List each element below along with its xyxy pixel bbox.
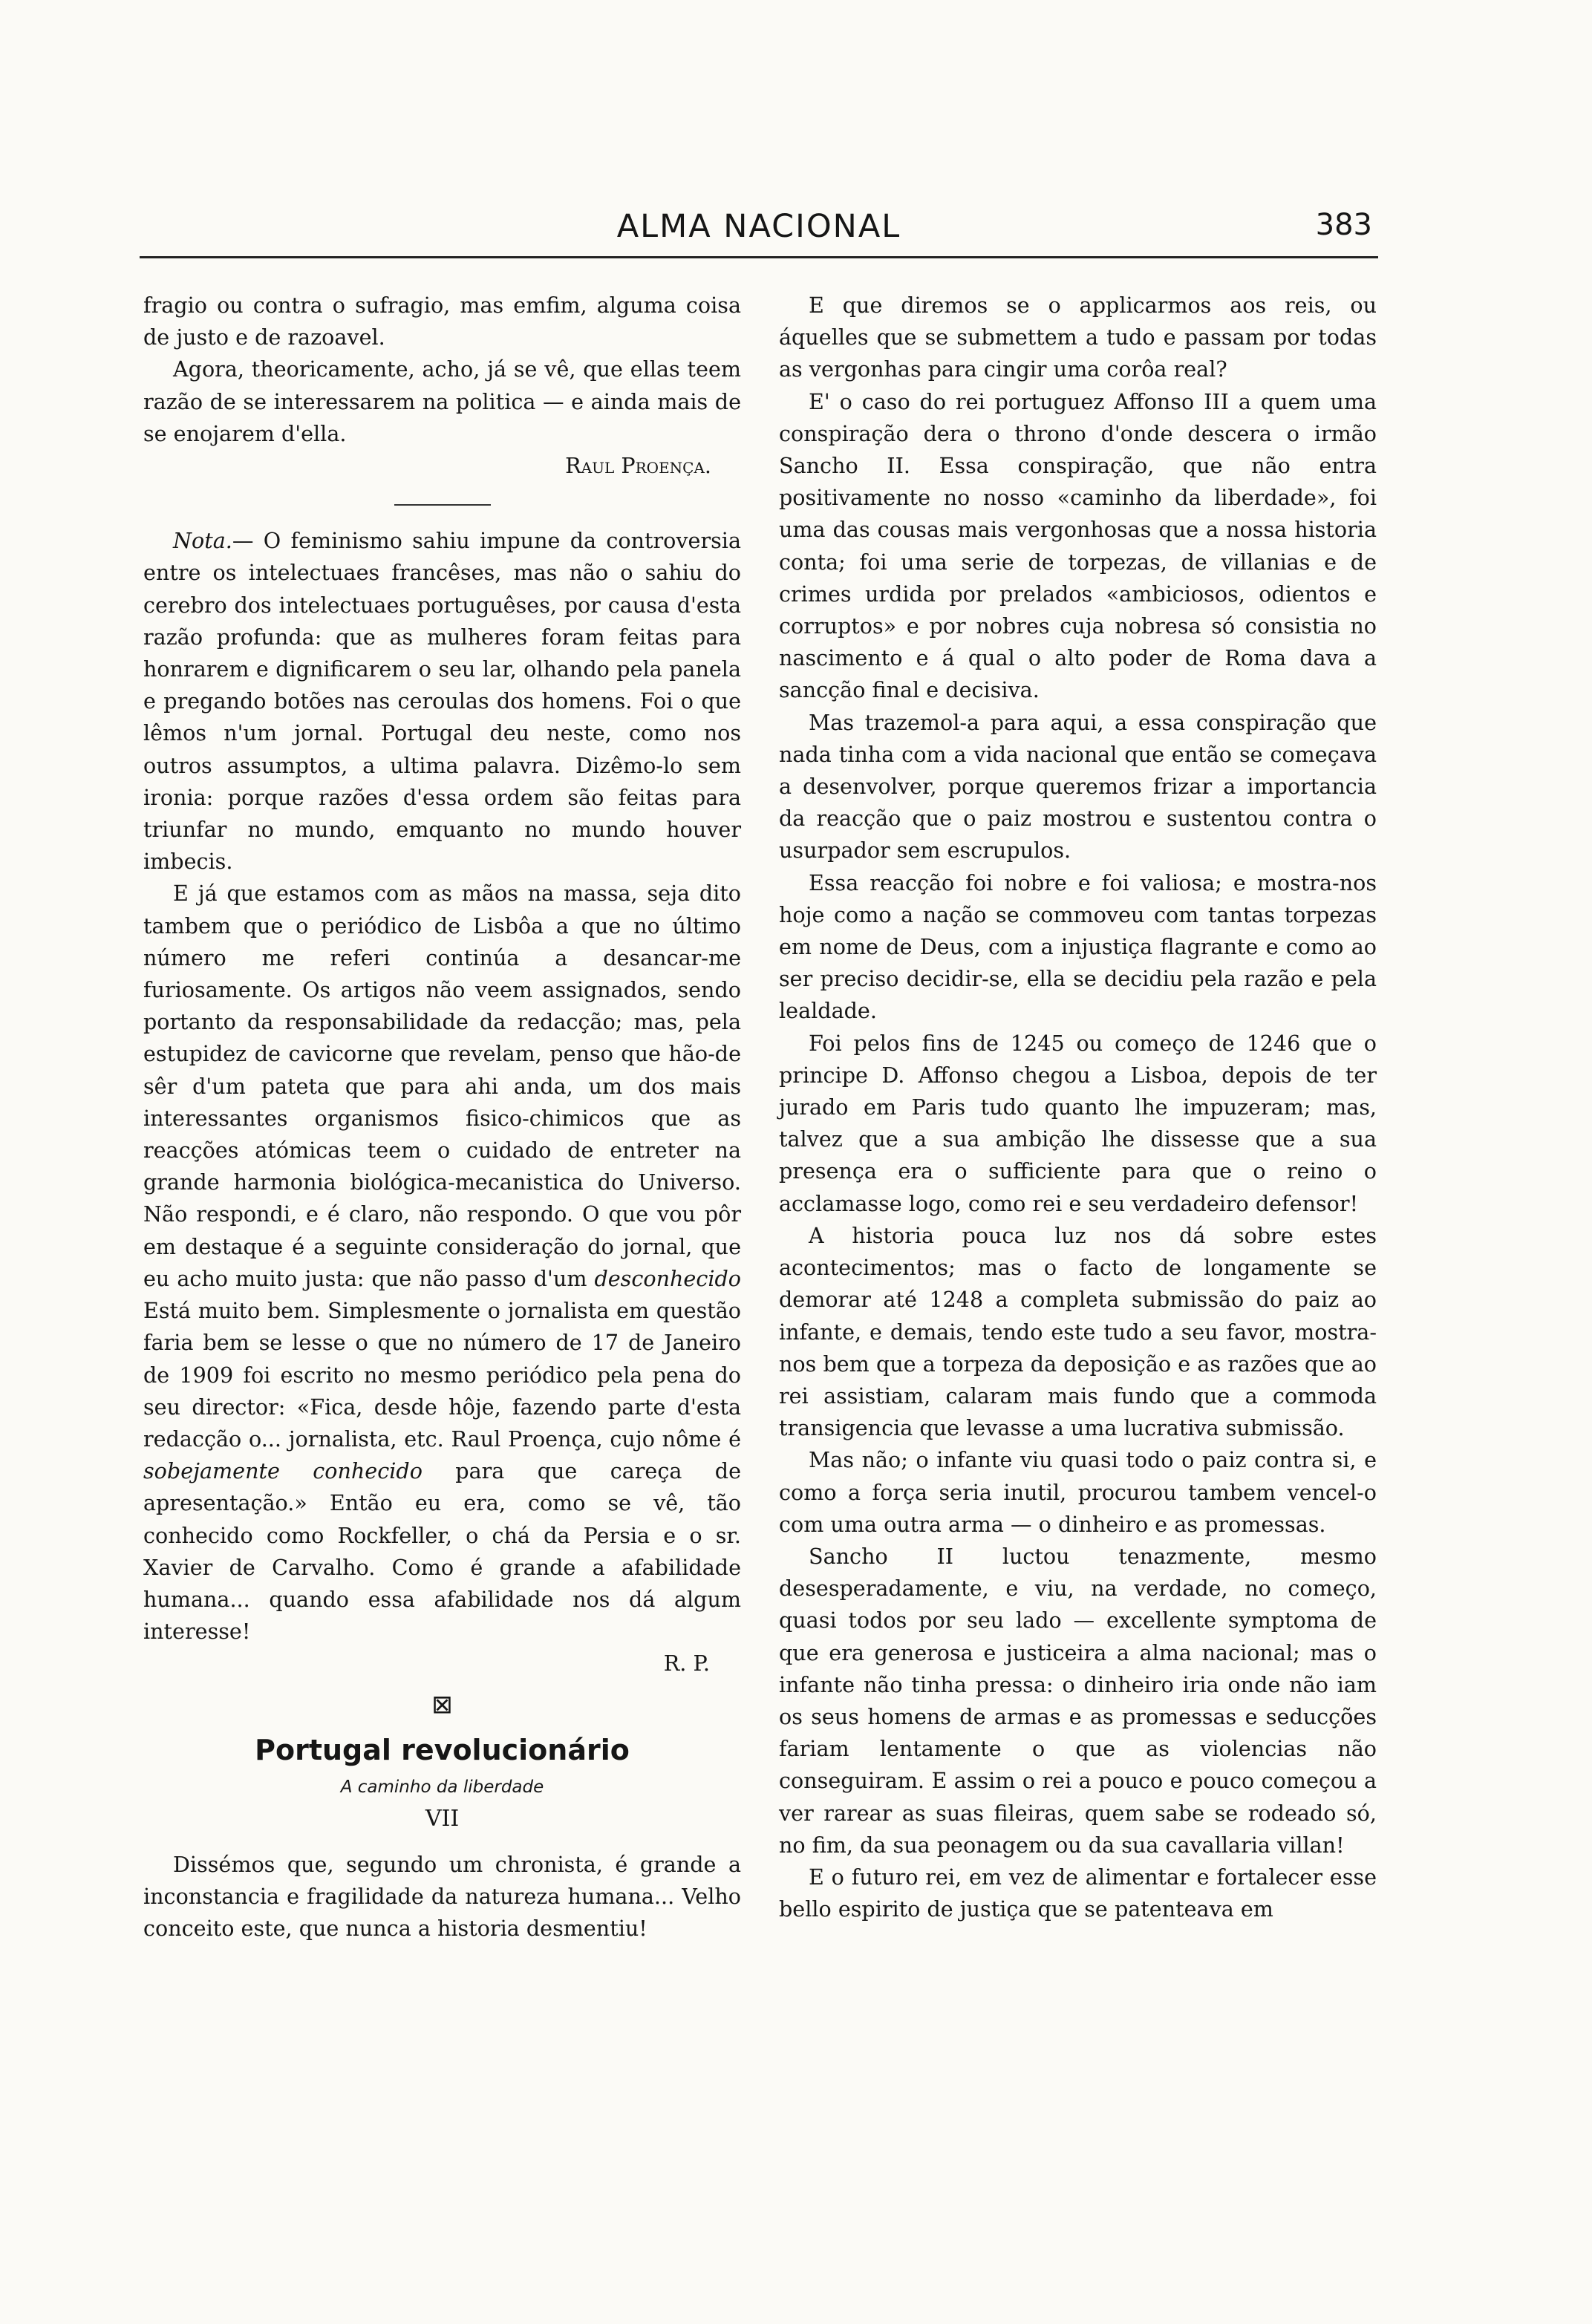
note-label: Nota. (173, 528, 232, 554)
paragraph: A historia pouca luz nos dá sobre estes acontecimentos; mas o facto de longamente se demorar até 1248 a completa submissão do paiz ao infante, e demais, tendo este tudo a seu favor, mostra-nos bem que a torpeza da deposição e as razões que ao rei assistiam, calaram mais fundo que a commoda transigencia que levasse a uma lucrativa submissão. (779, 1222, 1377, 1441)
initials-signature: R. P. (663, 1651, 710, 1677)
ornament-icon: ⊠ (431, 1689, 453, 1720)
note-paragraph (143, 525, 741, 878)
header-rule (140, 256, 1378, 258)
page-number: 383 (1315, 208, 1372, 242)
chapter-number: VII (425, 1805, 460, 1832)
paragraph: E que diremos se o applicarmos aos reis, ou áquelles que se submettem a tudo e passam por todas as vergonhas para cingir uma corôa real? (779, 293, 1377, 382)
left-column (143, 290, 741, 1945)
article-title: Portugal revolucionário (255, 1733, 630, 1766)
article-subtitle: A caminho da liberdade (340, 1777, 544, 1797)
paragraph: Foi pelos fins de 1245 ou começo de 1246 que o principe D. Affonso chegou a Lisboa, depois de ter jurado em Paris tudo quanto lhe impuzeram; mas, talvez que a sua ambição lhe dissesse que a sua presença era o sufficiente para que o reino o acclamasse logo, como rei e seu verdadeiro defensor! (779, 1030, 1377, 1216)
note-text: — O feminismo sahiu impune da controversia entre os intelectuaes francêses, mas não o sahiu do cerebro dos intelectuaes portuguêses, por causa d'esta razão profunda: que as mulheres foram feitas para honrarem e dignificarem o seu lar, olhando pela panela e pregando botões nas ceroulas dos homens. Foi o que lêmos n'um jornal. Portugal deu neste, como nos outros assumptos, a ultima palavra. Dizêmo-lo sem ironia: porque razões d'essa ordem são feitas para triunfar no mundo, emquanto no mundo houver imbecis. (143, 528, 741, 875)
paragraph: Dissémos que, segundo um chronista, é grande a inconstancia e fragilidade da natureza humana... Velho conceito este, que nunca a historia desmentiu! (143, 1851, 741, 1942)
paragraph: Essa reacção foi nobre e foi valiosa; e mostra-nos hoje como a nação se commoveu com tantas torpezas em nome de Deus, com a injustiça flagrante e como ao ser preciso decidir-se, ella se decidiu pela razão e pela lealdade. (779, 869, 1377, 1024)
journal-title: ALMA NACIONAL (616, 208, 901, 245)
paragraph: Sancho II luctou tenazmente, mesmo desesperadamente, e viu, na verdade, no começo, quasi todos por seu lado — excellente symptoma de que era generosa e justiceira a alma nacional; mas o infante não tinha pressa: o dinheiro iria onde não iam os seus homens de armas e as promessas e seducções fariam lentamente o que as violencias não conseguiram. E assim o rei a pouco e pouco começou a ver rarear as suas fileiras, quem sabe se rodeado só, no fim, da sua peonagem ou da sua cavallaria villan! (779, 1543, 1377, 1858)
text-run: E já que estamos com as mãos na massa, seja dito tambem que o periódico de Lisbôa a que no último número me referi continúa a desancar-me furiosamente. Os artigos não veem assignados, sendo portanto da responsabilidade da redacção; mas, pela estupidez de cavicorne que revelam, penso que hão-de sêr d'um pateta que para ahi anda, um dos mais interessantes organismos fisico-chimicos que as reacções atómicas teem o cuidado de entreter na grande harmonia biológica-mecanistica do Universo. Não respondi, e é claro, não respondo. O que vou pôr em destaque é a seguinte consideração do jornal, que eu acho muito justa: que não passo d'um (143, 881, 741, 1291)
separator-rule (394, 504, 491, 506)
running-header (140, 202, 1378, 252)
paragraph: Mas não; o infante viu quasi todo o paiz contra si, e como a força seria inutil, procurou tambem vencel-o com uma outra arma — o dinheiro e as promessas. (779, 1447, 1377, 1537)
paragraph (143, 878, 741, 1648)
paragraph: E' o caso do rei portuguez Affonso III a quem uma conspiração dera o throno d'onde descera o irmão Sancho II. Essa conspiração, que não entra positivamente no nosso «caminho da liberdade», foi uma das cousas mais vergonhosas que a nossa historia conta; foi uma serie de torpezas, de villanias e de crimes urdida por prelados «ambiciosos, odientos e corruptos» e por nobres cuja nobresa só consistia no nascimento e á qual o alto poder de Roma dava a sancção final e decisiva. (779, 388, 1377, 703)
author-signature: Raul Proença. (565, 453, 711, 479)
emphasis: sobejamente conhecido (143, 1458, 423, 1484)
right-column (779, 290, 1377, 1925)
paragraph: Mas trazemol-a para aqui, a essa conspiração que nada tinha com a vida nacional que então se começava a desenvolver, porque queremos frizar a importancia da reacção que o paiz mostrou e sustentou contra o usurpador sem escrupulos. (779, 709, 1377, 864)
paragraph: Agora, theoricamente, acho, já se vê, que ellas teem razão de se interessarem na politica — e ainda mais de se enojarem d'ella. (143, 356, 741, 446)
emphasis: desconhecido (594, 1265, 741, 1291)
text-run: para que careça de apresentação.» Então eu era, como se vê, tão conhecido como Rockfeller, o chá da Persia e o sr. Xavier de Carvalho. Como é grande a afabilidade humana... quando essa afabilidade nos dá algum interesse! (143, 1458, 742, 1645)
paragraph: E o futuro rei, em vez de alimentar e fortalecer esse bello espirito de justiça que se patenteava em (779, 1864, 1377, 1922)
paragraph: fragio ou contra o sufragio, mas emfim, alguma coisa de justo e de razoavel. (143, 293, 741, 350)
text-run: Está muito bem. Simplesmente o jornalista em questão faria bem se lesse o que no número de 17 de Janeiro de 1909 foi escrito no mesmo periódico pela pena do seu director: «Fica, desde hôje, fazendo parte d'esta redacção o... jornalista, etc. Raul Proença, cujo nôme é (143, 1298, 741, 1452)
